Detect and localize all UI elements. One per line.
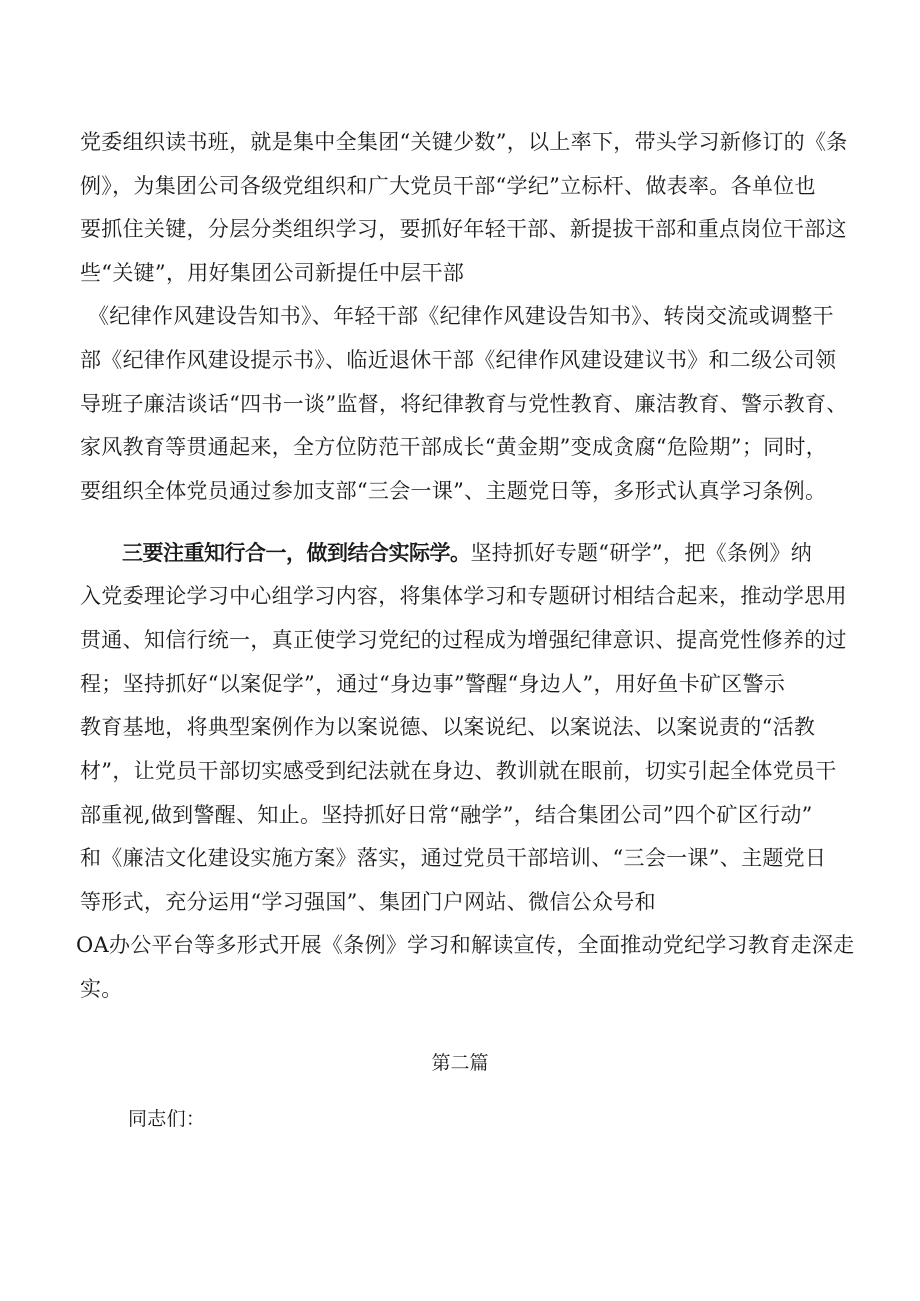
paragraph2-line: 程；坚持抓好“以案促学”，通过“身边事”警醒“身边人”，用好鱼卡矿区警示 bbox=[80, 672, 786, 696]
paragraph2-line: OA办公平台等多形式开展《条例》学习和解读宣传，全面推动党纪学习教育走深走 bbox=[76, 933, 855, 957]
salutation: 同志们： bbox=[128, 1108, 206, 1130]
paragraph2-line: 实。 bbox=[80, 977, 123, 1001]
paragraph1-line: 部《纪律作风建设提示书》、临近退休干部《纪律作风建设建议书》和二级公司领 bbox=[80, 348, 837, 372]
paragraph2-first-line bbox=[122, 539, 862, 567]
paragraph2-line: 教育基地，将典型案例作为以案说德、以案说纪、以案说法、以案说责的“活教 bbox=[80, 715, 816, 739]
paragraph2-line: 入党委理论学习中心组学习内容，将集体学习和专题研讨相结合起来，推动学思用 bbox=[80, 584, 847, 608]
paragraph1-line: 党委组织读书班，就是集中全集团“关键少数”，以上率下，带头学习新修订的《条 bbox=[80, 130, 848, 154]
paragraph1-line: 导班子廉洁谈话“四书一谈”监督，将纪律教育与党性教育、廉洁教育、警示教育、 bbox=[80, 392, 848, 416]
paragraph2-line: 等形式，充分运用“学习强国”、集团门户网站、微信公众号和 bbox=[80, 890, 656, 914]
paragraph1-line: 些“关键”，用好集团公司新提任中层干部 bbox=[80, 261, 465, 285]
paragraph2-line: 贯通、知信行统一，真正使学习党纪的过程成为增强纪律意识、提高党性修养的过 bbox=[80, 628, 847, 652]
paragraph2-line: 和《廉洁文化建设实施方案》落实，通过党员干部培训、“三会一课”、主题党日 bbox=[80, 846, 827, 870]
paragraph2-heading: 三要注重知行合一，做到结合实际学。 bbox=[122, 541, 471, 565]
paragraph2-line: 材”，让党员干部切实感受到纪法就在身边、教训就在眼前，切实引起全体党员干 bbox=[80, 759, 837, 783]
paragraph1-line: 例》，为集团公司各级党组织和广大党员干部“学纪”立标杆、做表率。各单位也 bbox=[80, 174, 816, 198]
paragraph2-first-line-text: 坚持抓好专题“研学”，把《条例》纳 bbox=[470, 541, 813, 565]
paragraph1-line: 要抓住关键，分层分类组织学习，要抓好年轻干部、新提拔干部和重点岗位干部这 bbox=[80, 217, 847, 241]
paragraph1-line: 要组织全体党员通过参加支部“三会一课”、主题党日等，多形式认真学习条例。 bbox=[80, 479, 827, 503]
paragraph2-line: 部重视,做到警醒、知止。坚持抓好日常“融学”，结合集团公司”四个矿区行动” bbox=[80, 803, 813, 827]
paragraph1-line: 《纪律作风建设告知书》、年轻干部《纪律作风建设告知书》、转岗交流或调整干 bbox=[88, 304, 834, 328]
paragraph1-line: 家风教育等贯通起来，全方位防范干部成长“黄金期”变成贪腐“危险期”；同时， bbox=[80, 435, 828, 459]
section-title: 第二篇 bbox=[431, 1052, 489, 1074]
